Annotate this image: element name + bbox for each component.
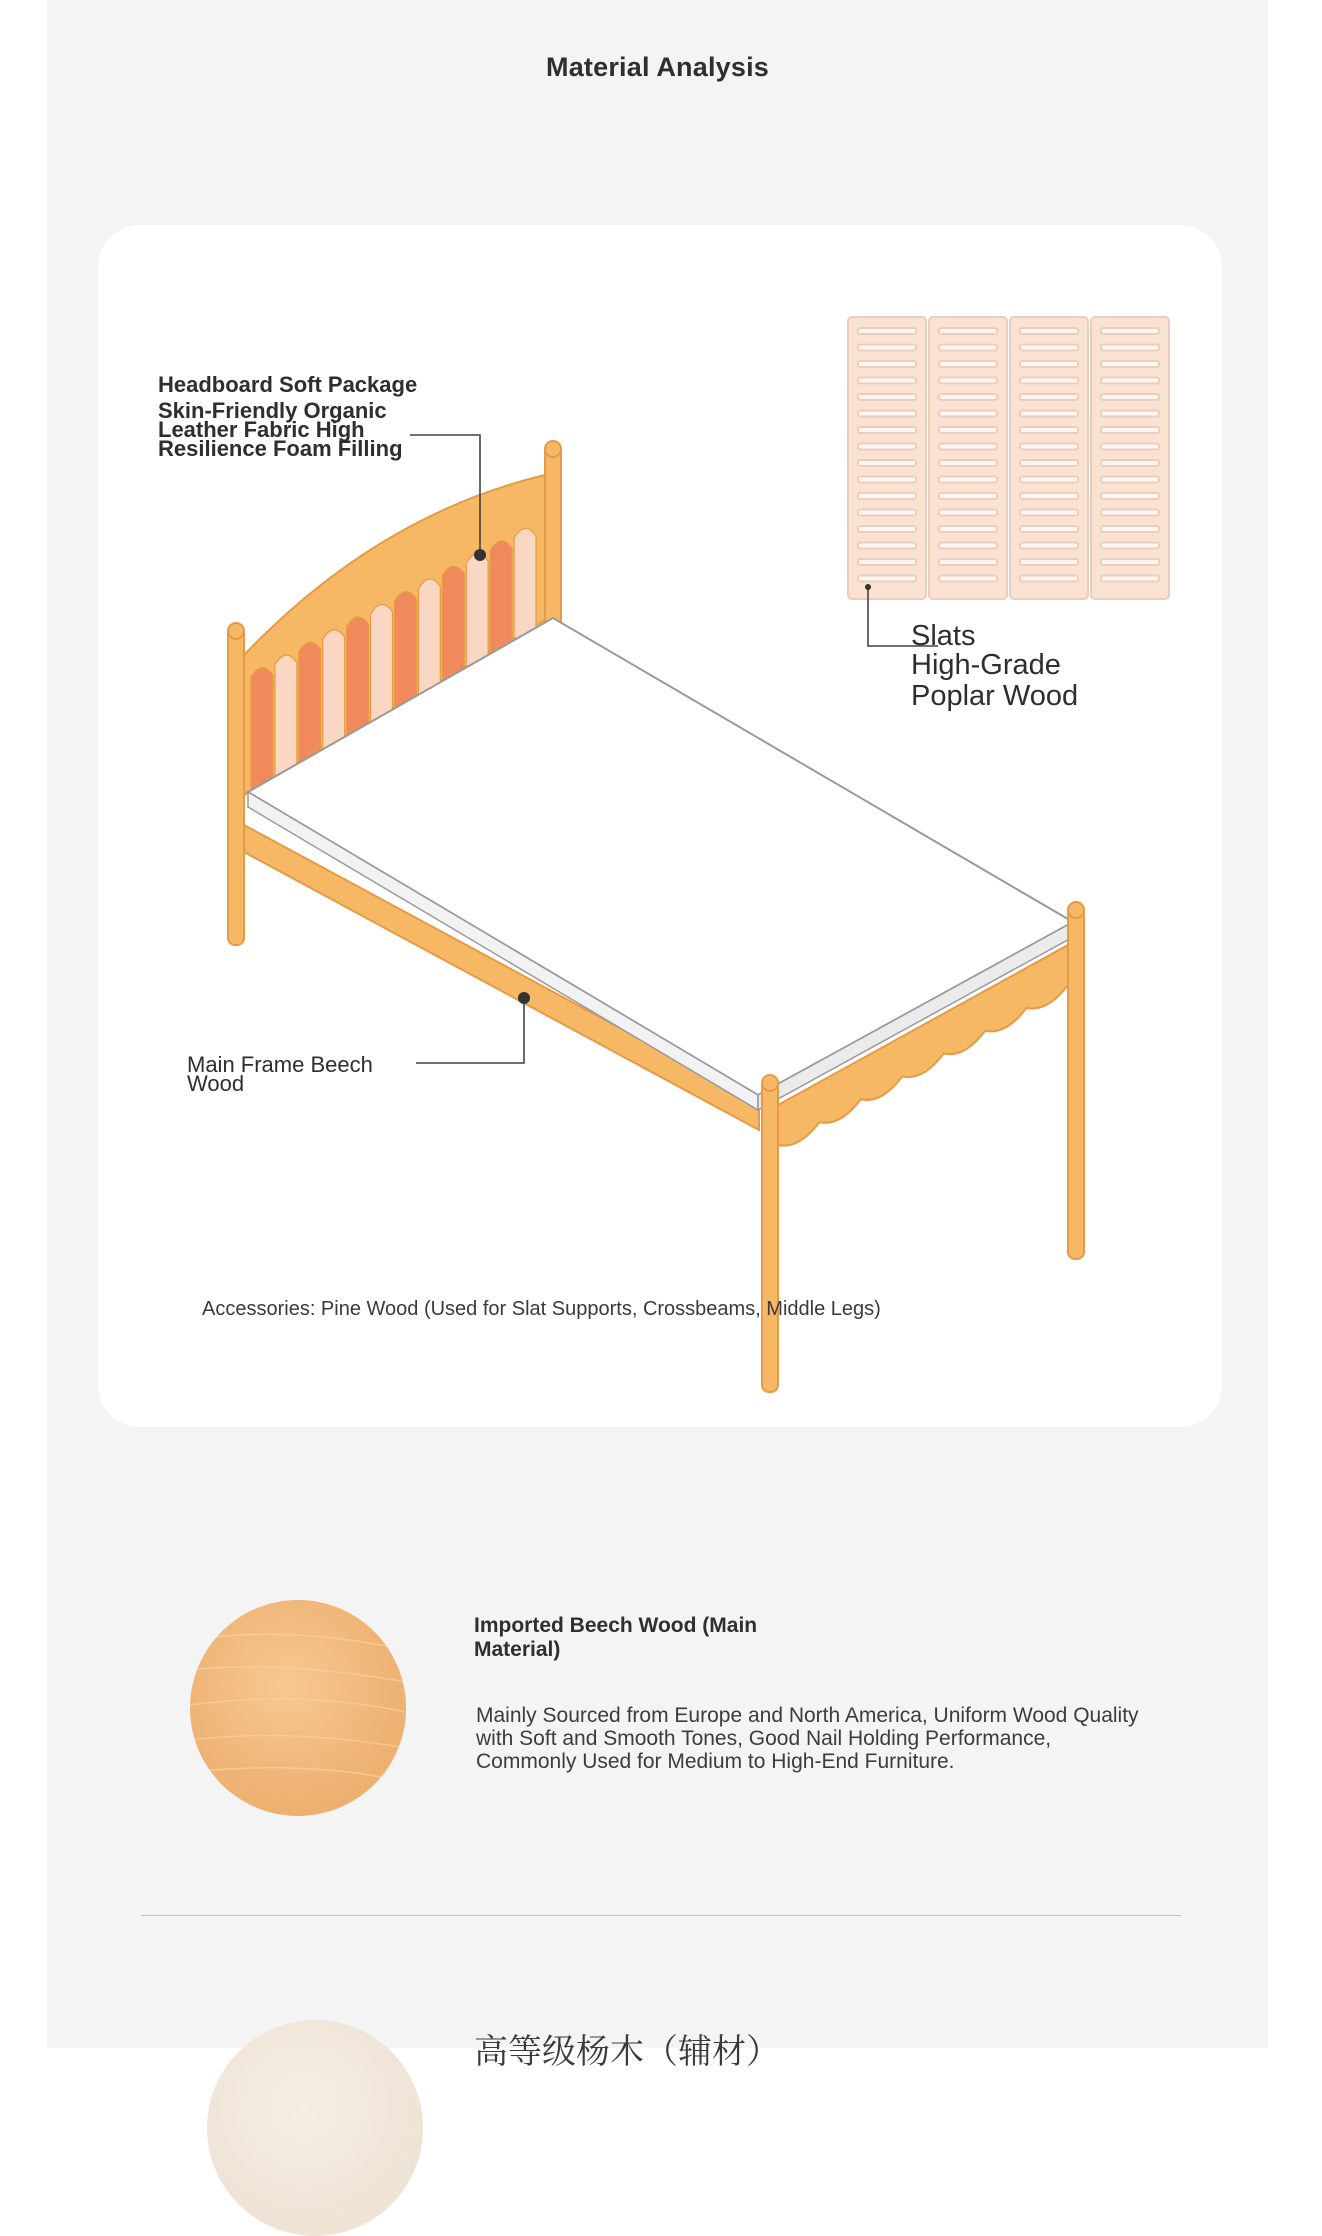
slat-bar — [939, 493, 997, 499]
slat-bar — [1020, 460, 1078, 466]
slat-bar — [1020, 526, 1078, 532]
slat-bar — [1020, 361, 1078, 367]
slat-bar — [1020, 477, 1078, 483]
headboard-label-detail: Skin-Friendly Organic Leather Fabric High Resilience Foam Filling — [158, 398, 403, 461]
slat-bar — [858, 493, 916, 499]
beech-wood-swatch — [190, 1600, 406, 1816]
slat-bar — [939, 427, 997, 433]
slat-bar — [1101, 460, 1159, 466]
slat-bar — [1020, 543, 1078, 549]
slat-bar — [1020, 444, 1078, 450]
headboard-panel — [395, 592, 417, 708]
slat-bar — [939, 543, 997, 549]
slat-bar — [858, 378, 916, 384]
slat-bar — [1020, 411, 1078, 417]
headboard-label — [158, 372, 418, 461]
section-divider — [141, 1915, 1181, 1916]
accessories-note: Accessories: Pine Wood (Used for Slat Supports, Crossbeams, Middle Legs) — [202, 1298, 881, 1320]
slat-bar — [1101, 493, 1159, 499]
headboard-panel — [347, 617, 369, 735]
slat-bar — [1101, 559, 1159, 565]
slat-bar — [1101, 427, 1159, 433]
slat-bar — [939, 510, 997, 516]
slat-bar — [939, 328, 997, 334]
slat-bar — [858, 543, 916, 549]
slat-bar — [939, 559, 997, 565]
slat-bar — [1101, 510, 1159, 516]
slat-bar — [1020, 493, 1078, 499]
headboard-panel — [442, 566, 464, 679]
slat-bar — [1020, 378, 1078, 384]
slat-bar — [1101, 411, 1159, 417]
slat-bar — [939, 444, 997, 450]
slat-bar — [1101, 394, 1159, 400]
beech-wood-title: Imported Beech Wood (Main Material) — [474, 1614, 758, 1661]
slat-bar — [858, 394, 916, 400]
slat-bar — [1101, 361, 1159, 367]
slat-bar — [858, 411, 916, 417]
slat-bar — [858, 460, 916, 466]
headboard-panel — [514, 528, 536, 638]
slat-bar — [1020, 394, 1078, 400]
page-title: Material Analysis — [546, 52, 769, 82]
slat-bar — [1101, 477, 1159, 483]
slats-label-title: Slats — [911, 620, 976, 652]
beech-wood-description: Mainly Sourced from Europe and North America, Uniform Wood Quality with Soft and Smooth Tones, Good Nail Holding Performance, Commonly Used for Medium to High-End Furniture. — [476, 1704, 1139, 1773]
slat-bar — [1101, 345, 1159, 351]
main-frame-label: Main Frame Beech Wood — [187, 1052, 373, 1096]
slat-bar — [858, 526, 916, 532]
slat-bar — [858, 345, 916, 351]
headboard-panel — [418, 579, 440, 694]
slats-callout-dot — [865, 584, 871, 590]
slat-bar — [1020, 328, 1078, 334]
slat-bar — [858, 328, 916, 334]
slat-bar — [1101, 526, 1159, 532]
slat-bar — [939, 394, 997, 400]
headboard-panel — [371, 604, 393, 721]
slats-label-detail: High-Grade Poplar Wood — [911, 649, 1079, 712]
headboard-panel — [275, 655, 297, 777]
slat-bar — [858, 477, 916, 483]
slat-bar — [1101, 576, 1159, 582]
headboard-panel — [299, 642, 321, 763]
slat-bar — [939, 576, 997, 582]
diagram-card — [98, 225, 1222, 1427]
slat-bar — [858, 559, 916, 565]
headboard-callout-dot — [474, 549, 486, 561]
slat-bar — [858, 427, 916, 433]
slat-bar — [1101, 543, 1159, 549]
slat-bar — [1020, 427, 1078, 433]
slat-bar — [939, 526, 997, 532]
slat-bar — [858, 361, 916, 367]
slat-bar — [858, 444, 916, 450]
slat-bar — [1101, 378, 1159, 384]
slat-bar — [939, 345, 997, 351]
slat-bar — [1020, 345, 1078, 351]
wood-grain-texture — [190, 1600, 406, 1816]
slat-bar — [858, 510, 916, 516]
slat-bar — [1020, 510, 1078, 516]
frame-callout-dot — [518, 992, 530, 1004]
slat-bar — [1101, 328, 1159, 334]
headboard-panel — [323, 630, 345, 750]
slats-label — [911, 620, 1151, 712]
poplar-wood-title: 高等级杨木（辅材） — [474, 2033, 780, 2071]
slat-bar — [939, 411, 997, 417]
slat-bar — [939, 477, 997, 483]
page-background — [47, 0, 1268, 2071]
slats-illustration — [848, 317, 1169, 599]
poplar-wood-swatch — [207, 2020, 423, 2236]
slat-bar — [939, 361, 997, 367]
slat-bar — [1020, 559, 1078, 565]
slat-bar — [1020, 576, 1078, 582]
slat-bar — [858, 576, 916, 582]
headboard-panel — [466, 554, 488, 666]
slat-bar — [939, 378, 997, 384]
slat-bar — [1101, 444, 1159, 450]
headboard-label-title: Headboard Soft Package — [158, 372, 418, 397]
headboard-panel — [251, 668, 273, 791]
headboard-panel — [490, 541, 512, 652]
slat-bar — [939, 460, 997, 466]
